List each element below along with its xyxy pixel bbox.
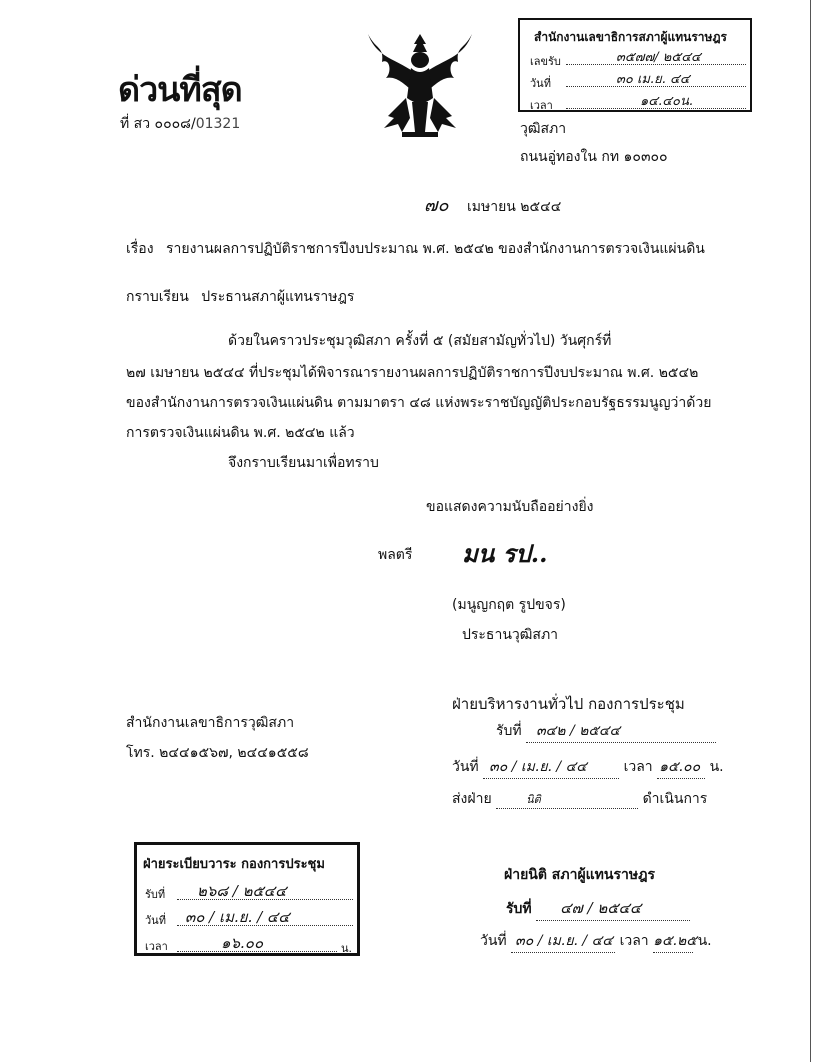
subject-label: เรื่อง	[126, 241, 154, 257]
registry-received-value: ๒๖๘ / ๒๕๔๔	[197, 882, 287, 900]
stamp-date-label: วันที่	[530, 77, 551, 90]
registry-time-label: เวลา	[145, 940, 168, 953]
admin-received-row	[496, 720, 726, 743]
footer-office: สำนักงานเลขาธิการวุฒิสภา	[126, 715, 295, 731]
legal-stamp-title: ฝ่ายนิติ สภาผู้แทนราษฎร	[504, 867, 655, 883]
signature-scrawl: มน รป..	[462, 539, 548, 568]
signer-name: (มนูญกฤต รูปขจร)	[452, 597, 566, 613]
paragraph-1-line-3: ของสำนักงานการตรวจเงินแผ่นดิน ตามมาตรา ๔๘ แห่งพระราชบัญญัติประกอบรัฐธรรมนูญว่าด้วย	[126, 395, 712, 411]
salutation-text: ประธานสภาผู้แทนราษฎร	[201, 289, 355, 305]
signer-rank: พลตรี	[378, 547, 413, 563]
salutation-label: กราบเรียน	[126, 289, 189, 305]
paragraph-2: จึงกราบเรียนมาเพื่อทราบ	[228, 455, 379, 471]
admin-received-value: ๓๔๒ / ๒๕๔๔	[526, 720, 716, 743]
admin-send-label: ส่งฝ่าย	[452, 791, 492, 807]
legal-received-label: รับที่	[506, 901, 532, 917]
registry-received-label: รับที่	[145, 888, 166, 901]
sender-organization: วุฒิสภา	[520, 121, 567, 137]
admin-time-label: เวลา	[623, 759, 653, 775]
registry-date-label: วันที่	[145, 914, 166, 927]
stamp-time-value: ๑๔.๔๐น.	[640, 94, 694, 109]
admin-date-value: ๓๐ / เม.ย. / ๔๔	[483, 756, 619, 779]
footer-phone: โทร. ๒๔๔๑๕๖๗, ๒๔๔๑๕๕๘	[126, 745, 309, 761]
registry-time-unit: น.	[341, 942, 353, 955]
legal-date-row	[480, 930, 712, 953]
registry-time-value: ๑๖.๐๐	[221, 934, 264, 952]
letter-date	[424, 190, 561, 219]
admin-date-label: วันที่	[452, 759, 479, 775]
stamp-time-label: เวลา	[530, 99, 553, 112]
legal-time-value: ๑๕.๒๕	[653, 930, 693, 953]
admin-send-row	[452, 788, 707, 810]
sender-address: ถนนอู่ทองใน กท ๑๐๓๐๐	[520, 149, 668, 165]
paragraph-1-line-4: การตรวจเงินแผ่นดิน พ.ศ. ๒๕๔๒ แล้ว	[126, 425, 355, 441]
salutation-line	[126, 286, 354, 308]
scan-edge-line	[810, 0, 811, 1062]
legal-time-label: เวลา	[619, 933, 649, 949]
registry-agenda-stamp	[134, 842, 360, 956]
legal-date-value: ๓๐ / เม.ย. / ๔๔	[511, 930, 615, 953]
stamp-title: สำนักงานเลขาธิการสภาผู้แทนราษฎร	[534, 30, 727, 44]
legal-division-stamp	[480, 862, 730, 962]
registry-stamp-title: ฝ่ายระเบียบวาระ กองการประชุม	[143, 857, 325, 872]
admin-send-value: นิติ	[496, 790, 638, 809]
registry-date-value: ๓๐ / เม.ย. / ๔๔	[185, 908, 290, 926]
admin-received-label: รับที่	[496, 723, 522, 739]
legal-time-unit: น.	[697, 933, 712, 949]
reference-prefix: ที่ สว ๐๐๐๘/	[120, 116, 196, 132]
legal-received-row	[506, 896, 690, 921]
paragraph-1-line-2: ๒๗ เมษายน ๒๕๔๔ ที่ประชุมได้พิจารณารายงานผลการปฏิบัติราชการปีงบประมาณ พ.ศ. ๒๕๔๒	[126, 365, 699, 381]
admin-action-label: ดำเนินการ	[642, 791, 708, 807]
letter-date-day: ๗๐	[424, 195, 449, 216]
admin-date-row	[452, 756, 724, 779]
legal-date-label: วันที่	[480, 933, 507, 949]
reference-value: 01321	[195, 116, 241, 132]
subject-text: รายงานผลการปฏิบัติราชการปีงบประมาณ พ.ศ. ๒๕๔๒ ของสำนักงานการตรวจเงินแผ่นดิน	[166, 241, 705, 257]
signer-title: ประธานวุฒิสภา	[462, 627, 559, 643]
closing-text: ขอแสดงความนับถืออย่างยิ่ง	[426, 499, 594, 515]
house-secretariat-stamp	[518, 18, 752, 112]
letter-date-rest: เมษายน ๒๕๔๔	[466, 199, 562, 215]
stamp-received-label: เลขรับ	[530, 55, 561, 68]
admin-time-value: ๑๕.๐๐	[657, 756, 705, 779]
admin-routing-title: ฝ่ายบริหารงานทั่วไป กองการประชุม	[452, 695, 685, 713]
subject-line	[126, 238, 705, 260]
reference-number	[120, 113, 240, 135]
garuda-emblem-icon	[362, 28, 478, 140]
admin-time-unit: น.	[709, 759, 724, 775]
paragraph-1-line-1: ด้วยในคราวประชุมวุฒิสภา ครั้งที่ ๕ (สมัยสามัญทั่วไป) วันศุกร์ที่	[228, 333, 612, 349]
legal-received-value: ๔๗ / ๒๕๔๔	[536, 896, 690, 921]
stamp-date-value: ๓๐ เม.ย. ๔๔	[616, 72, 690, 87]
stamp-received-value: ๓๕๗๗/ ๒๕๔๔	[616, 50, 701, 65]
urgency-heading: ด่วนที่สุด	[118, 70, 242, 110]
